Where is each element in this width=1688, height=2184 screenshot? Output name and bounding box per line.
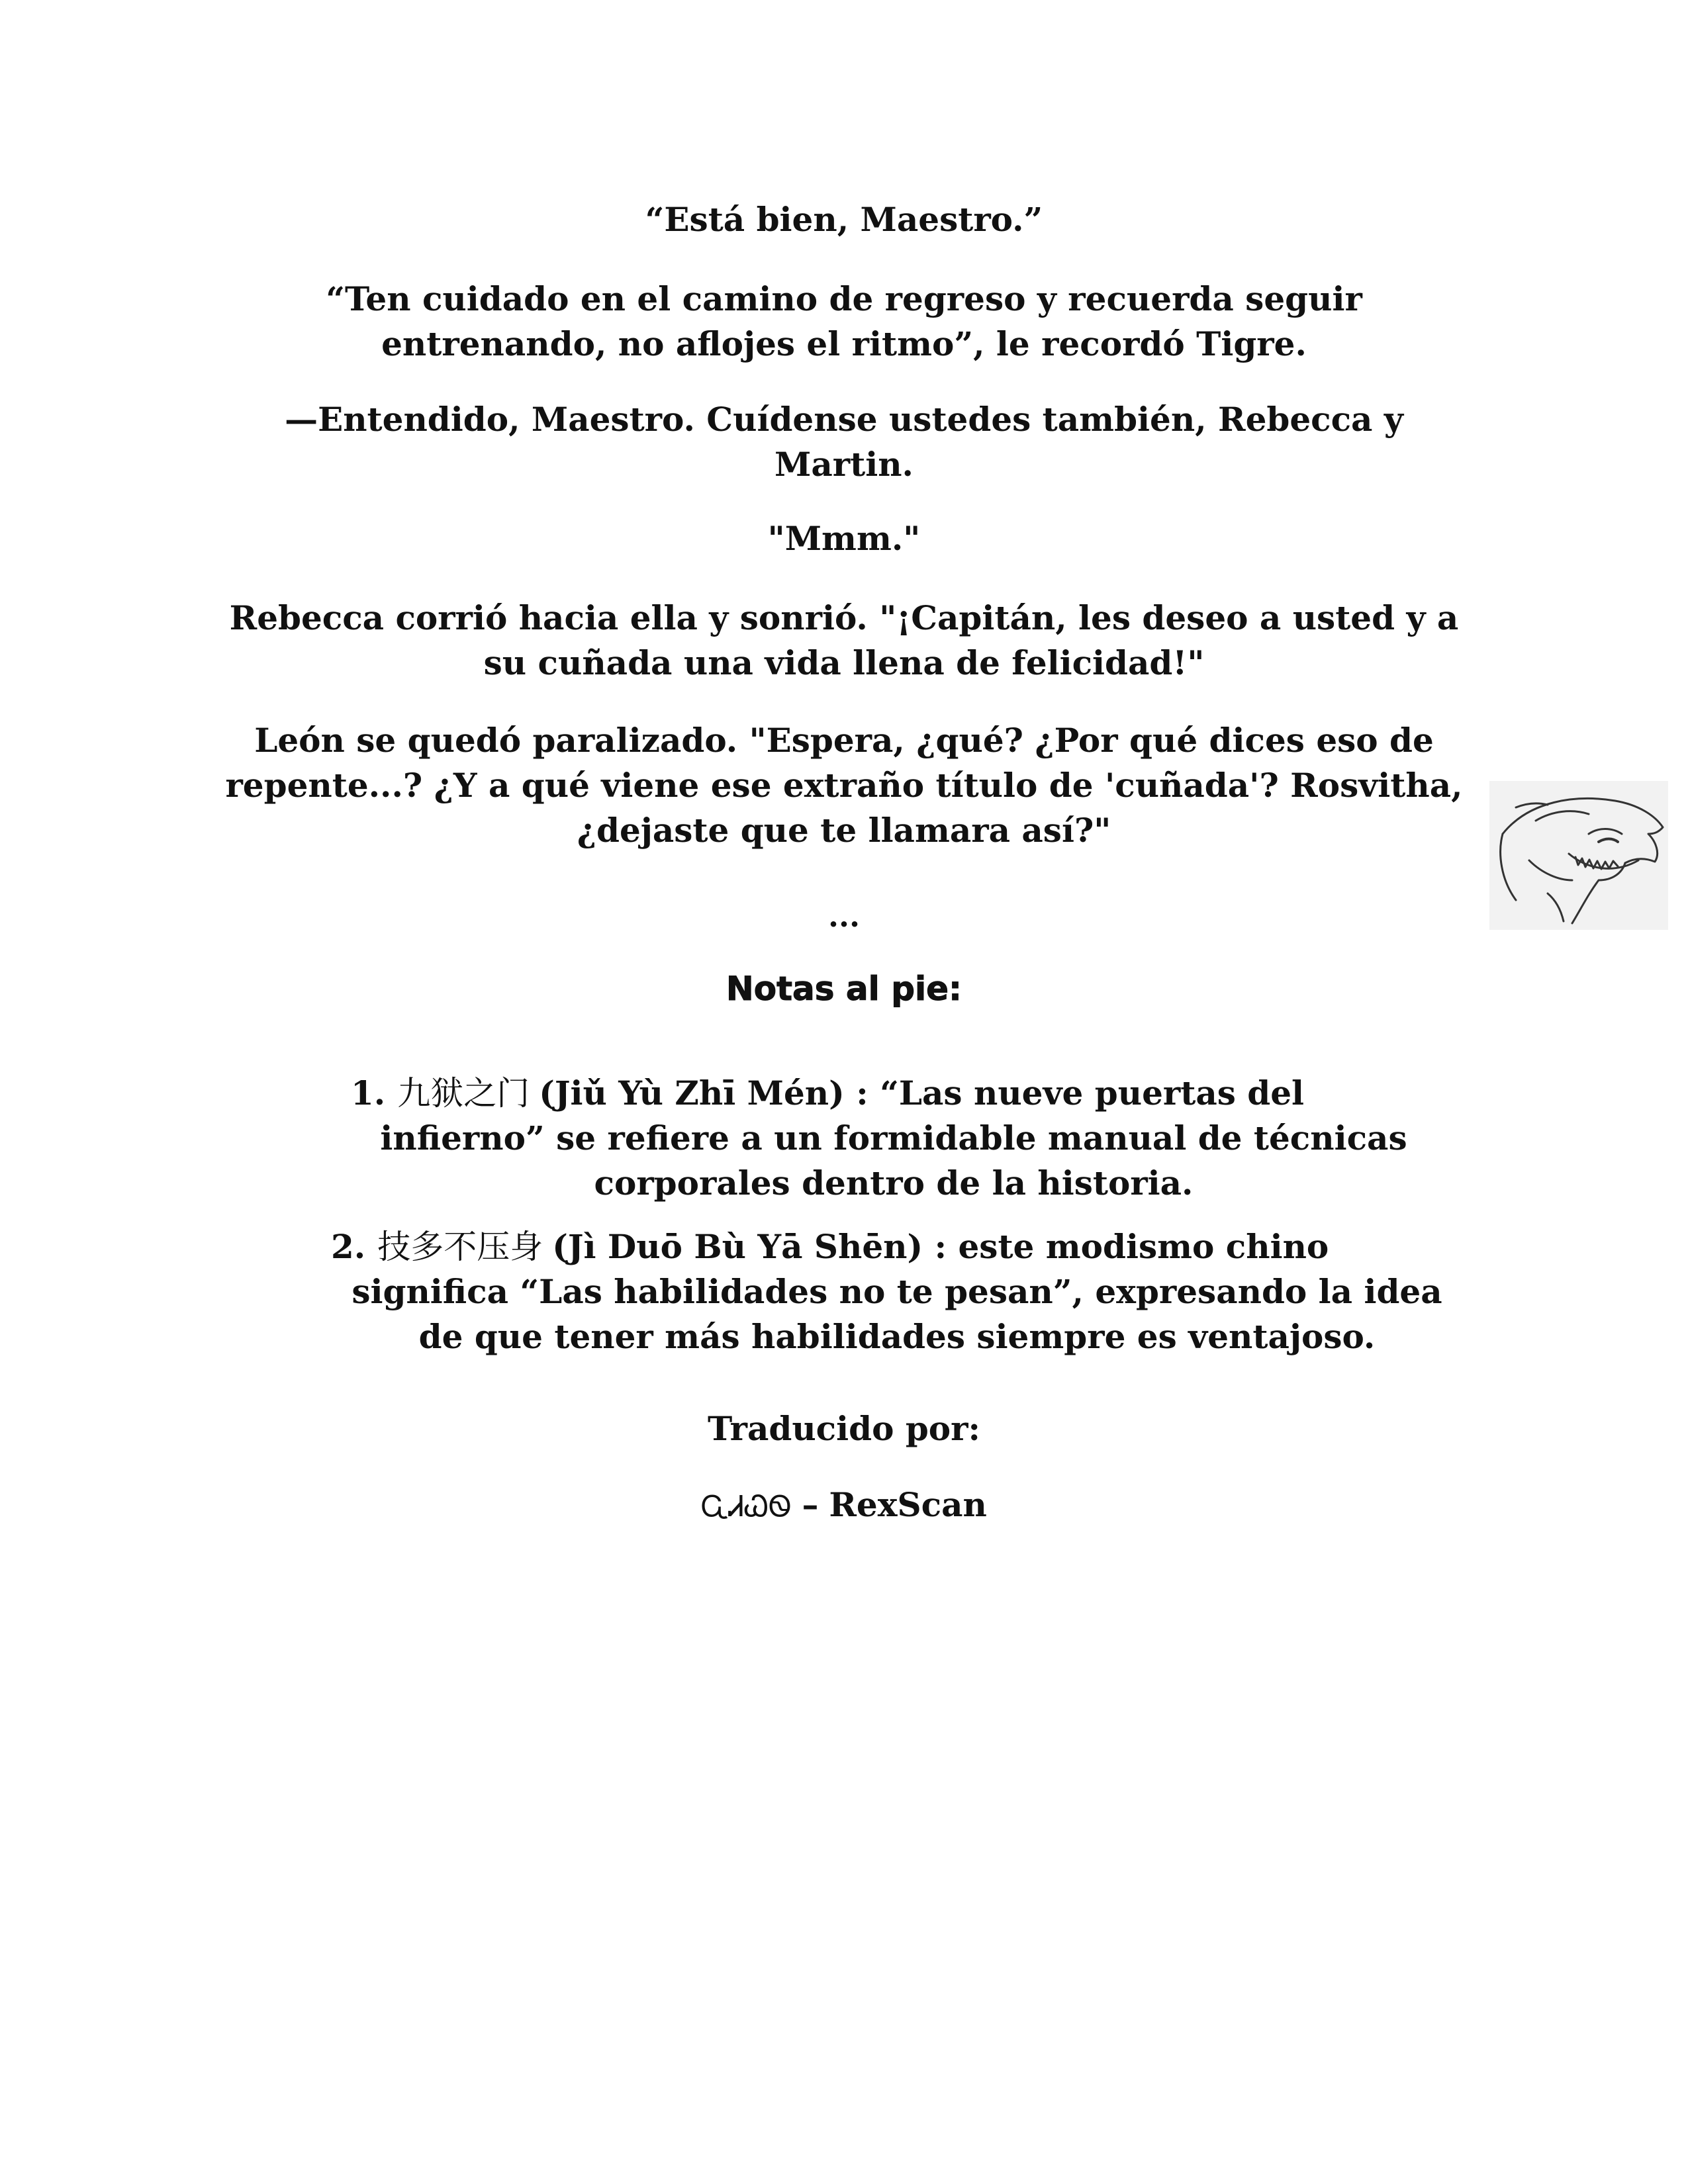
footnote-2: [331, 1224, 1463, 1359]
footnote-2-definition-rest: significa “Las habilidades no te pesan”, expresando la idea de que tener más habilidades siempre es ventajoso.: [352, 1272, 1442, 1356]
paragraph-6: León se quedó paralizado. "Espera, ¿qué? ¿Por qué dices eso de repente...? ¿Y a qué viene ese extraño título de 'cuñada'? Rosvitha, ¿dejaste que te llamara así?": [225, 721, 1463, 850]
credits-line: [199, 1482, 1489, 1529]
paragraph-1: “Está bien, Maestro.”: [645, 200, 1043, 239]
scan-group-name: RexScan: [829, 1485, 987, 1524]
footnote-2-pinyin: (Jì Duō Bù Yā Shēn): [552, 1227, 923, 1266]
footnote-1-pinyin: (Jiǔ Yù Zhī Mén): [539, 1073, 845, 1113]
credits-separator: –: [802, 1485, 819, 1524]
paragraph-5: Rebecca corrió hacia ella y sonrió. "¡Capitán, les deseo a usted y a su cuñada una vida llena de felicidad!": [229, 598, 1459, 682]
footnote-2-first-line: [331, 1224, 1463, 1269]
footnote-1-first-line: [351, 1071, 1436, 1116]
footnotes-heading: Notas al pie:: [726, 970, 962, 1008]
footnote-2-hanzi: 技多不压身: [377, 1228, 543, 1266]
translator-name: ᏩᏗᏇᏫ: [701, 1490, 792, 1524]
dinosaur-head-icon: [1489, 781, 1668, 930]
footnote-1-definition-rest: infierno” se refiere a un formidable manual de técnicas corporales dentro de la historia.: [380, 1118, 1407, 1203]
footnote-1-number: 1.: [351, 1073, 386, 1113]
paragraph-4: "Mmm.": [767, 519, 921, 558]
footnote-2-definition-start: : este modismo chino: [934, 1227, 1329, 1266]
paragraph-3: —Entendido, Maestro. Cuídense ustedes también, Rebecca y Martin.: [285, 400, 1403, 484]
ellipsis-separator: ...: [827, 898, 861, 934]
footnote-1-hanzi: 九狱之门: [397, 1074, 530, 1113]
paragraph-2: “Ten cuidado en el camino de regreso y recuerda seguir entrenando, no aflojes el ritmo”, le recordó Tigre.: [326, 279, 1362, 363]
credits-heading: Traducido por:: [708, 1409, 980, 1448]
footnote-1-definition-start: : “Las nueve puertas del: [856, 1073, 1305, 1113]
footnote-1: [351, 1071, 1436, 1206]
footnote-2-number: 2.: [331, 1227, 366, 1266]
